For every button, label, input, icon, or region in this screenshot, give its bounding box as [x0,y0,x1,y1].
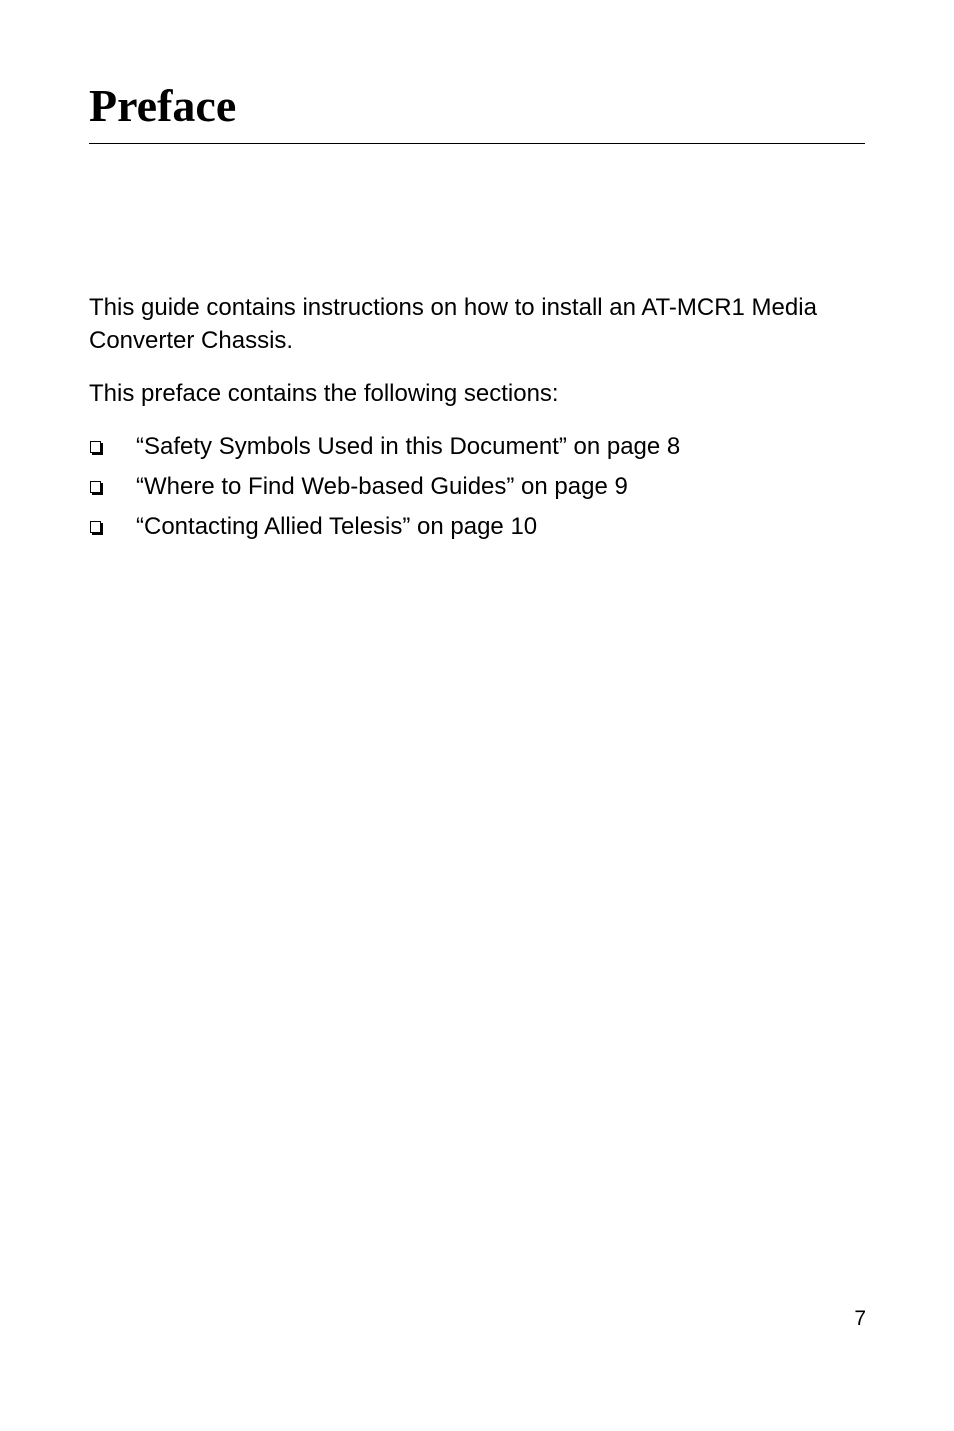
section-link-safety-symbols[interactable]: “Safety Symbols Used in this Document” on page 8 [136,433,681,460]
page-title: Preface [89,80,237,131]
sections-lead-paragraph: This preface contains the following sections: [89,380,559,407]
checkbox-square-icon [90,481,101,493]
page-number: 7 [854,1307,866,1330]
checkbox-square-icon [90,521,101,533]
title-divider [89,143,865,144]
section-link-web-based-guides[interactable]: “Where to Find Web-based Guides” on page 9 [136,473,628,500]
intro-paragraph: This guide contains instructions on how to install an AT-MCR1 Media Converter Chassis. [89,294,817,354]
section-link-contacting-allied-telesis[interactable]: “Contacting Allied Telesis” on page 10 [136,513,538,540]
checkbox-square-icon [90,441,101,453]
